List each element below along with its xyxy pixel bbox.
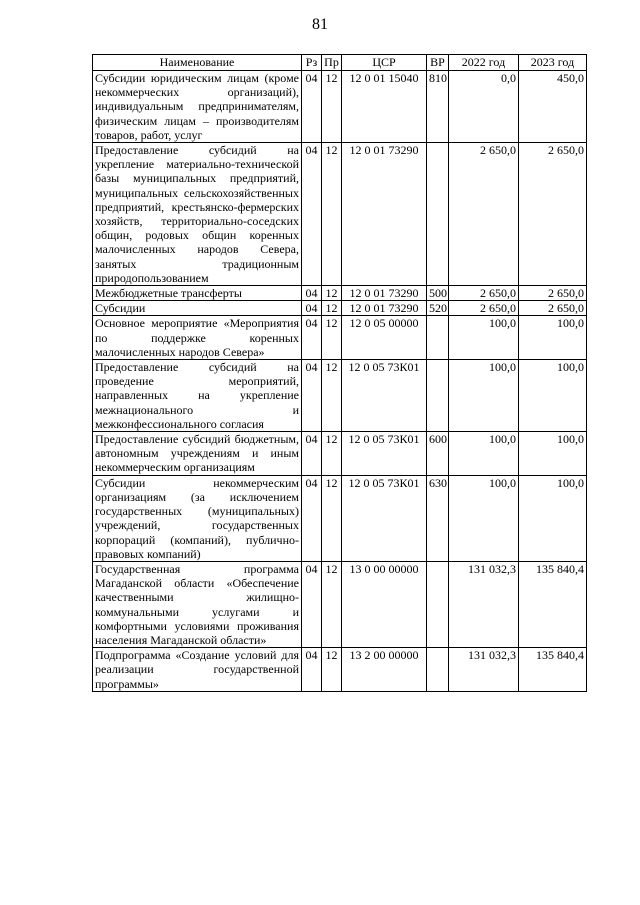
table-header-row — [93, 55, 587, 71]
header-csr: ЦСР — [342, 55, 427, 71]
row-csr: 12 0 05 73К01 — [342, 432, 427, 476]
table-row — [93, 360, 587, 432]
row-2022: 100,0 — [449, 316, 519, 360]
header-name: Наименование — [93, 55, 302, 71]
header-rz: Рз — [302, 55, 322, 71]
row-rz: 04 — [302, 648, 322, 692]
table-row — [93, 561, 587, 647]
row-2022: 2 650,0 — [449, 301, 519, 316]
row-name: Предоставление субсидий на укрепление материально-технической базы муниципальных предприятий, муниципальных сельскохозяйственных предприятий, крестьянско-фермерских хозяйств, территориально-соседских общин, родовых общин коренных малочисленных народов Севера, занятых традиционным природопользованием — [93, 143, 302, 286]
row-2023: 2 650,0 — [519, 301, 587, 316]
row-vr — [427, 360, 449, 432]
table-row — [93, 286, 587, 301]
row-csr: 13 2 00 00000 — [342, 648, 427, 692]
row-2022: 131 032,3 — [449, 561, 519, 647]
row-rz: 04 — [302, 316, 322, 360]
row-2023: 2 650,0 — [519, 286, 587, 301]
row-vr — [427, 561, 449, 647]
row-2023: 100,0 — [519, 432, 587, 476]
row-2023: 135 840,4 — [519, 561, 587, 647]
table-row — [93, 432, 587, 476]
table-row — [93, 301, 587, 316]
row-2022: 100,0 — [449, 475, 519, 561]
row-csr: 12 0 05 00000 — [342, 316, 427, 360]
row-2022: 2 650,0 — [449, 143, 519, 286]
row-pr: 12 — [322, 143, 342, 286]
row-pr: 12 — [322, 475, 342, 561]
row-2023: 100,0 — [519, 360, 587, 432]
row-csr: 12 0 01 15040 — [342, 71, 427, 143]
header-2022: 2022 год — [449, 55, 519, 71]
row-name: Субсидии юридическим лицам (кроме некоммерческих организаций), индивидуальным предпринимателям, физическим лицам – производителям товаров, работ, услуг — [93, 71, 302, 143]
table-row — [93, 316, 587, 360]
row-rz: 04 — [302, 286, 322, 301]
table-row — [93, 71, 587, 143]
row-name: Подпрограмма «Создание условий для реализации государственной программы» — [93, 648, 302, 692]
row-name: Государственная программа Магаданской области «Обеспечение качественными жилищно-коммунальными услугами и комфортными условиями проживания населения Магаданской области» — [93, 561, 302, 647]
row-pr: 12 — [322, 561, 342, 647]
row-csr: 12 0 01 73290 — [342, 286, 427, 301]
row-csr: 13 0 00 00000 — [342, 561, 427, 647]
row-vr: 600 — [427, 432, 449, 476]
table-row — [93, 143, 587, 286]
row-rz: 04 — [302, 432, 322, 476]
row-vr: 630 — [427, 475, 449, 561]
row-2023: 100,0 — [519, 316, 587, 360]
row-vr: 520 — [427, 301, 449, 316]
row-pr: 12 — [322, 432, 342, 476]
budget-table — [92, 54, 587, 692]
row-vr — [427, 648, 449, 692]
row-vr: 500 — [427, 286, 449, 301]
row-name: Субсидии некоммерческим организациям (за исключением государственных (муниципальных) учреждений, государственных корпораций (компаний), публично-правовых компаний) — [93, 475, 302, 561]
row-rz: 04 — [302, 143, 322, 286]
row-2022: 100,0 — [449, 432, 519, 476]
row-pr: 12 — [322, 316, 342, 360]
row-rz: 04 — [302, 475, 322, 561]
row-name: Основное мероприятие «Мероприятия по поддержке коренных малочисленных народов Севера» — [93, 316, 302, 360]
header-vr: ВР — [427, 55, 449, 71]
row-2023: 135 840,4 — [519, 648, 587, 692]
row-csr: 12 0 05 73К01 — [342, 475, 427, 561]
row-2022: 2 650,0 — [449, 286, 519, 301]
row-2023: 100,0 — [519, 475, 587, 561]
row-rz: 04 — [302, 71, 322, 143]
row-pr: 12 — [322, 648, 342, 692]
page-number: 81 — [312, 16, 328, 33]
header-pr: Пр — [322, 55, 342, 71]
header-2023: 2023 год — [519, 55, 587, 71]
row-csr: 12 0 01 73290 — [342, 143, 427, 286]
row-2022: 0,0 — [449, 71, 519, 143]
row-2022: 131 032,3 — [449, 648, 519, 692]
row-pr: 12 — [322, 286, 342, 301]
table-row — [93, 475, 587, 561]
row-2023: 450,0 — [519, 71, 587, 143]
row-rz: 04 — [302, 360, 322, 432]
row-pr: 12 — [322, 71, 342, 143]
row-csr: 12 0 05 73К01 — [342, 360, 427, 432]
row-rz: 04 — [302, 301, 322, 316]
row-2023: 2 650,0 — [519, 143, 587, 286]
row-pr: 12 — [322, 360, 342, 432]
table-row — [93, 648, 587, 692]
row-name: Предоставление субсидий бюджетным, автономным учреждениям и иным некоммерческим организациям — [93, 432, 302, 476]
row-pr: 12 — [322, 301, 342, 316]
row-vr: 810 — [427, 71, 449, 143]
row-vr — [427, 316, 449, 360]
row-rz: 04 — [302, 561, 322, 647]
row-name: Субсидии — [93, 301, 302, 316]
row-csr: 12 0 01 73290 — [342, 301, 427, 316]
row-2022: 100,0 — [449, 360, 519, 432]
row-name: Предоставление субсидий на проведение мероприятий, направленных на укрепление межнационального и межконфессионального согласия — [93, 360, 302, 432]
row-name: Межбюджетные трансферты — [93, 286, 302, 301]
row-vr — [427, 143, 449, 286]
